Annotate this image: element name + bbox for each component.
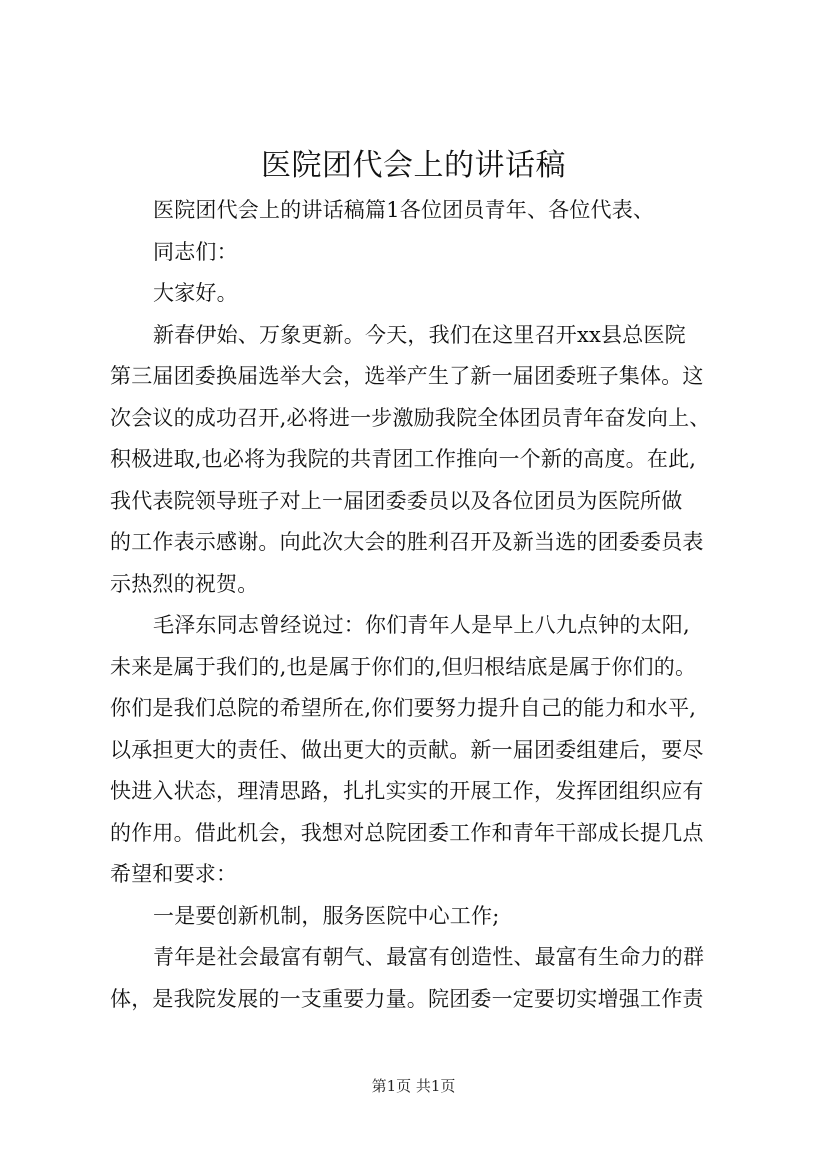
text-line: 示热烈的祝贺。 xyxy=(110,571,259,596)
text-line: 医院团代会上的讲话稿篇1各位团员青年、各位代表、 xyxy=(153,198,655,222)
text-line: 的作用。借此机会，我想对总院团委工作和青年干部成长提几点 xyxy=(110,820,704,845)
text-line: 第三届团委换届选举大会，选举产生了新一届团委班子集体。这 xyxy=(110,364,704,388)
text-line: 未来是属于我们的,也是属于你们的,但归根结底是属于你们的。 xyxy=(110,654,697,679)
text-line: 以承担更大的责任、做出更大的贡献。新一届团委组建后，要尽 xyxy=(110,737,704,762)
text-line: 你们是我们总院的希望所在,你们要努力提升自己的能力和水平, xyxy=(110,696,697,720)
text-line: 青年是社会最富有朝气、最富有创造性、最富有生命力的群 xyxy=(153,945,705,969)
document-title: 医院团代会上的讲话稿 xyxy=(261,148,566,183)
text-line: 次会议的成功召开,必将进一步激励我院全体团员青年奋发向上、 xyxy=(110,405,711,430)
text-line: 快进入状态，理清思路，扎扎实实的开展工作，发挥团组织应有 xyxy=(110,779,704,803)
text-line: 的工作表示感谢。向此次大会的胜利召开及新当选的团委委员表 xyxy=(110,530,704,554)
text-line: 同志们： xyxy=(153,239,238,264)
text-line: 一是要创新机制，服务医院中心工作; xyxy=(153,903,500,928)
text-line: 大家好。 xyxy=(153,281,238,305)
text-line: 我代表院领导班子对上一届团委委员以及各位团员为医院所做 xyxy=(110,488,683,513)
text-line: 积极进取,也必将为我院的共青团工作推向一个新的高度。在此, xyxy=(110,447,697,471)
text-line: 体，是我院发展的一支重要力量。院团委一定要切实增强工作责 xyxy=(110,986,704,1011)
text-line: 新春伊始、万象更新。今天，我们在这里召开xx县总医院 xyxy=(153,322,686,347)
text-line: 希望和要求： xyxy=(110,862,238,886)
text-line: 毛泽东同志曾经说过：你们青年人是早上八九点钟的太阳, xyxy=(153,613,690,637)
page-footer: 第1页 共1页 xyxy=(371,1077,456,1095)
document-body xyxy=(110,190,730,1020)
